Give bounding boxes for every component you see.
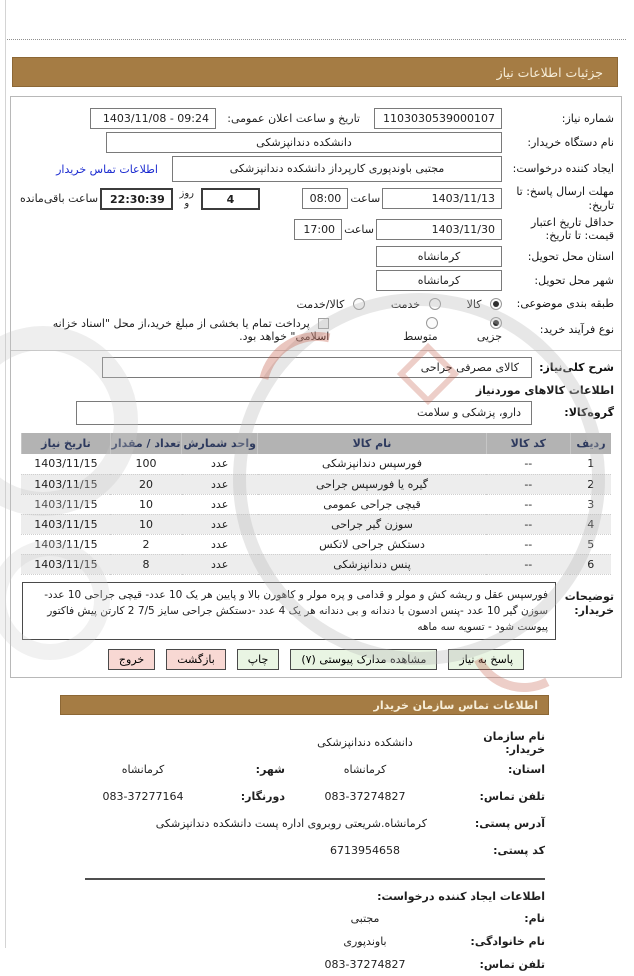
treasury-checkbox-group[interactable] [18,317,329,343]
validity-date-field[interactable]: 1403/11/30 [376,219,502,240]
header-row-number: ردیف [570,433,611,454]
buyer-notes-label: توضیحات خریدار: [564,589,614,617]
delivery-province-label: استان محل تحویل: [527,249,614,263]
cell-qty: 8 [110,554,181,574]
request-creator-field[interactable]: مجتبی باوندپوری کارپرداز دانشکده دندانپزشکی [172,156,502,182]
table-row [21,454,611,474]
process-type-row [18,317,614,343]
need-number-label: شماره نیاز: [561,111,614,125]
radio-service-label: خدمت [390,297,421,311]
province-value: کرمانشاه [343,763,387,777]
cell-name: فورسپس دندانپزشکی [258,454,487,474]
delivery-province-row [18,246,614,267]
subject-class-label: طبقه بندی موضوعی: [516,297,614,311]
goods-table-header-row [21,433,611,454]
table-row [21,534,611,554]
cell-row: 1 [570,454,611,474]
request-creator-title: اطلاعات ایجاد کننده درخواست: [377,890,545,904]
top-dotted-divider [5,0,626,40]
postal-code-label: کد پستی: [493,844,545,858]
cell-row: 5 [570,534,611,554]
attachments-button[interactable]: مشاهده مدارک پیوستی (۷) [290,649,437,670]
panel-divider [11,350,621,351]
cell-code: -- [486,534,570,554]
creator-family-row [40,930,545,953]
cell-code: -- [486,514,570,534]
radio-goods-service-label: کالا/خدمت [296,297,345,311]
section-header-org-contact [60,695,549,715]
cell-unit: عدد [182,494,258,514]
toolbar [18,649,614,670]
cell-qty: 10 [110,494,181,514]
process-type-label: نوع فرآیند خرید: [539,323,614,337]
radio-goods-service-icon[interactable] [353,298,365,310]
creator-phone-row [40,953,545,976]
radio-minor-icon[interactable] [490,317,502,329]
validity-hour-label: ساعت [344,222,374,236]
cell-qty: 10 [110,514,181,534]
phone-value: 083-37274827 [324,790,406,804]
cell-date: 1403/11/15 [21,454,110,474]
phone-label: تلفن تماس: [479,790,545,804]
province-label: استان: [508,763,545,777]
print-button[interactable]: چاپ [237,649,280,670]
delivery-city-label: شهر محل تحویل: [534,273,614,287]
cell-row: 6 [570,554,611,574]
creator-name-value: مجتبی [350,912,380,926]
back-button[interactable]: بازگشت [166,649,226,670]
price-validity-label: حداقل تاریخ اعتبار قیمت: تا تاریخ: [530,215,614,243]
cell-name: سوزن گیر جراحی [258,514,487,534]
need-details-title: جزئیات اطلاعات نیاز [496,64,603,80]
section-header-need-details [12,57,618,87]
general-desc-label: شرح کلی‌نیاز: [539,360,614,374]
cell-name: دستکش جراحی لاتکس [258,534,487,554]
request-creator-label: ایجاد کننده درخواست: [512,162,614,176]
header-need-date: تاریخ نیاز [21,433,110,454]
table-row [21,554,611,574]
buyer-org-row [18,132,614,153]
cell-unit: عدد [182,554,258,574]
table-row [21,474,611,494]
validity-time-field[interactable]: 17:00 [294,219,342,240]
cell-qty: 2 [110,534,181,554]
radio-medium-icon[interactable] [426,317,438,329]
cell-date: 1403/11/15 [21,474,110,494]
cell-name: گیره یا فورسپس جراحی [258,474,487,494]
buyer-contact-link[interactable]: اطلاعات تماس خریدار [56,162,158,176]
creator-phone-value: 083-37274827 [324,958,406,972]
announce-label: تاریخ و ساعت اعلان عمومی: [227,112,360,125]
response-deadline-row [18,185,614,213]
buyer-notes-row [18,582,614,641]
cell-row: 3 [570,494,611,514]
section-divider-line [85,878,545,880]
treasury-checkbox[interactable] [318,318,329,329]
city-value: کرمانشاه [121,763,165,777]
goods-group-row [18,401,614,425]
cell-date: 1403/11/15 [21,514,110,534]
buyer-notes-field[interactable]: فورسپس عقل و ریشه کش و مولر و قدامی و پره مولر و کاهورن بالا و پایین هر یک 10 عدد- قیچی جراحی 10 عدد- سوزن گیر 10 عدد -پنس ادسون با دندانه و بی دندانه هر یک 4 عدد -دستکش جراحی سایز 7/5 2 کارتن پیش فاکتور پیوست شود - تسویه سه ماهه [22,582,556,641]
org-name-value: دانشکده دندانپزشکی [317,736,413,750]
cell-unit: عدد [182,534,258,554]
reply-button[interactable]: پاسخ به نیاز [448,649,524,670]
need-number-field[interactable]: 1103030539000107 [374,108,502,129]
radio-option-service[interactable] [391,298,441,311]
page-left-border [5,0,6,948]
goods-table [21,433,611,575]
need-details-panel [10,96,622,678]
cell-unit: عدد [182,454,258,474]
phone-fax-row [40,783,545,810]
goods-group-field[interactable]: دارو، پزشکی و سلامت [76,401,532,425]
radio-goods-icon[interactable] [490,298,502,310]
cell-date: 1403/11/15 [21,494,110,514]
buyer-org-label: نام دستگاه خریدار: [527,135,614,149]
address-row [40,810,545,837]
fax-value: 083-37277164 [102,790,184,804]
cell-name: قیچی جراحی عمومی [258,494,487,514]
fax-label: دورنگار: [240,790,285,804]
remaining-hours-label: ساعت باقی‌مانده [19,192,99,206]
cell-date: 1403/11/15 [21,554,110,574]
remaining-days-field: 4 [201,188,260,210]
radio-option-minor[interactable] [464,317,502,343]
org-contact-title: اطلاعات تماس سازمان خریدار [373,698,538,712]
delivery-city-row [18,270,614,291]
cell-unit: عدد [182,514,258,534]
radio-option-medium[interactable] [391,317,437,343]
radio-goods-label: کالا [466,297,482,311]
table-row [21,494,611,514]
request-creator-section [40,890,545,976]
header-quantity: تعداد / مقدار [110,433,181,454]
radio-service-icon[interactable] [429,298,441,310]
cell-code: -- [486,554,570,574]
cell-qty: 20 [110,474,181,494]
need-number-row [18,108,614,129]
org-contact-section [40,729,545,864]
radio-option-goods[interactable] [467,298,502,311]
city-label: شهر: [255,763,285,777]
cell-code: -- [486,494,570,514]
cell-qty: 100 [110,454,181,474]
cell-code: -- [486,474,570,494]
table-row [21,514,611,534]
delivery-province-field[interactable]: کرمانشاه [376,246,502,267]
cell-date: 1403/11/15 [21,534,110,554]
announce-datetime-field[interactable]: 1403/11/08 - 09:24 [90,108,216,129]
cell-row: 4 [570,514,611,534]
remaining-time-field: 22:30:39 [100,188,173,210]
request-creator-row [18,156,614,182]
remaining-days-unit: روز و [179,187,195,209]
cell-code: -- [486,454,570,474]
province-city-row [40,756,545,783]
postal-code-value: 6713954658 [330,844,400,858]
price-validity-row [18,216,614,244]
creator-family-value: باوندپوری [343,935,387,949]
goods-group-label: گروه‌کالا: [564,406,614,420]
response-deadline-label: مهلت ارسال پاسخ: تا تاریخ: [516,185,614,212]
header-goods-code: کد کالا [486,433,570,454]
org-name-label: نام سازمان خریدار: [483,729,545,756]
cell-unit: عدد [182,474,258,494]
goods-info-title: اطلاعات کالاهای موردنیاز [475,384,614,397]
radio-option-goods-service[interactable] [297,298,365,311]
cell-row: 2 [570,474,611,494]
creator-phone-label: تلفن تماس: [479,958,545,972]
radio-medium-label: متوسط [403,330,438,343]
general-desc-field[interactable]: کالای مصرفی جراحی [102,357,532,378]
postal-code-row [40,837,545,864]
exit-button[interactable]: خروج [108,649,155,670]
deadline-date-field[interactable]: 1403/11/13 [382,188,502,209]
delivery-city-field[interactable]: کرمانشاه [376,270,502,291]
treasury-note: پرداخت تمام یا بخشی از مبلغ خرید،از محل "اسناد خزانه اسلامی" خواهد بود. [52,317,330,343]
header-goods-name: نام کالا [258,433,487,454]
address-value: کرمانشاه.شریعتی روبروی اداره پست دانشکده دندانپزشکی [155,817,427,831]
address-label: آدرس پستی: [474,817,545,831]
radio-minor-label: جزیی [476,330,502,343]
deadline-time-field[interactable]: 08:00 [302,188,348,209]
general-desc-row [18,357,614,378]
org-name-row [40,729,545,756]
buyer-org-field[interactable]: دانشکده دندانپزشکی [106,132,502,153]
subject-class-row [18,294,614,314]
header-unit: واحد شمارش [182,433,258,454]
creator-name-label: نام: [524,912,545,926]
creator-name-row [40,907,545,930]
creator-family-label: نام خانوادگی: [470,935,545,949]
deadline-hour-label: ساعت [350,192,381,206]
cell-name: پنس دندانپزشکی [258,554,487,574]
